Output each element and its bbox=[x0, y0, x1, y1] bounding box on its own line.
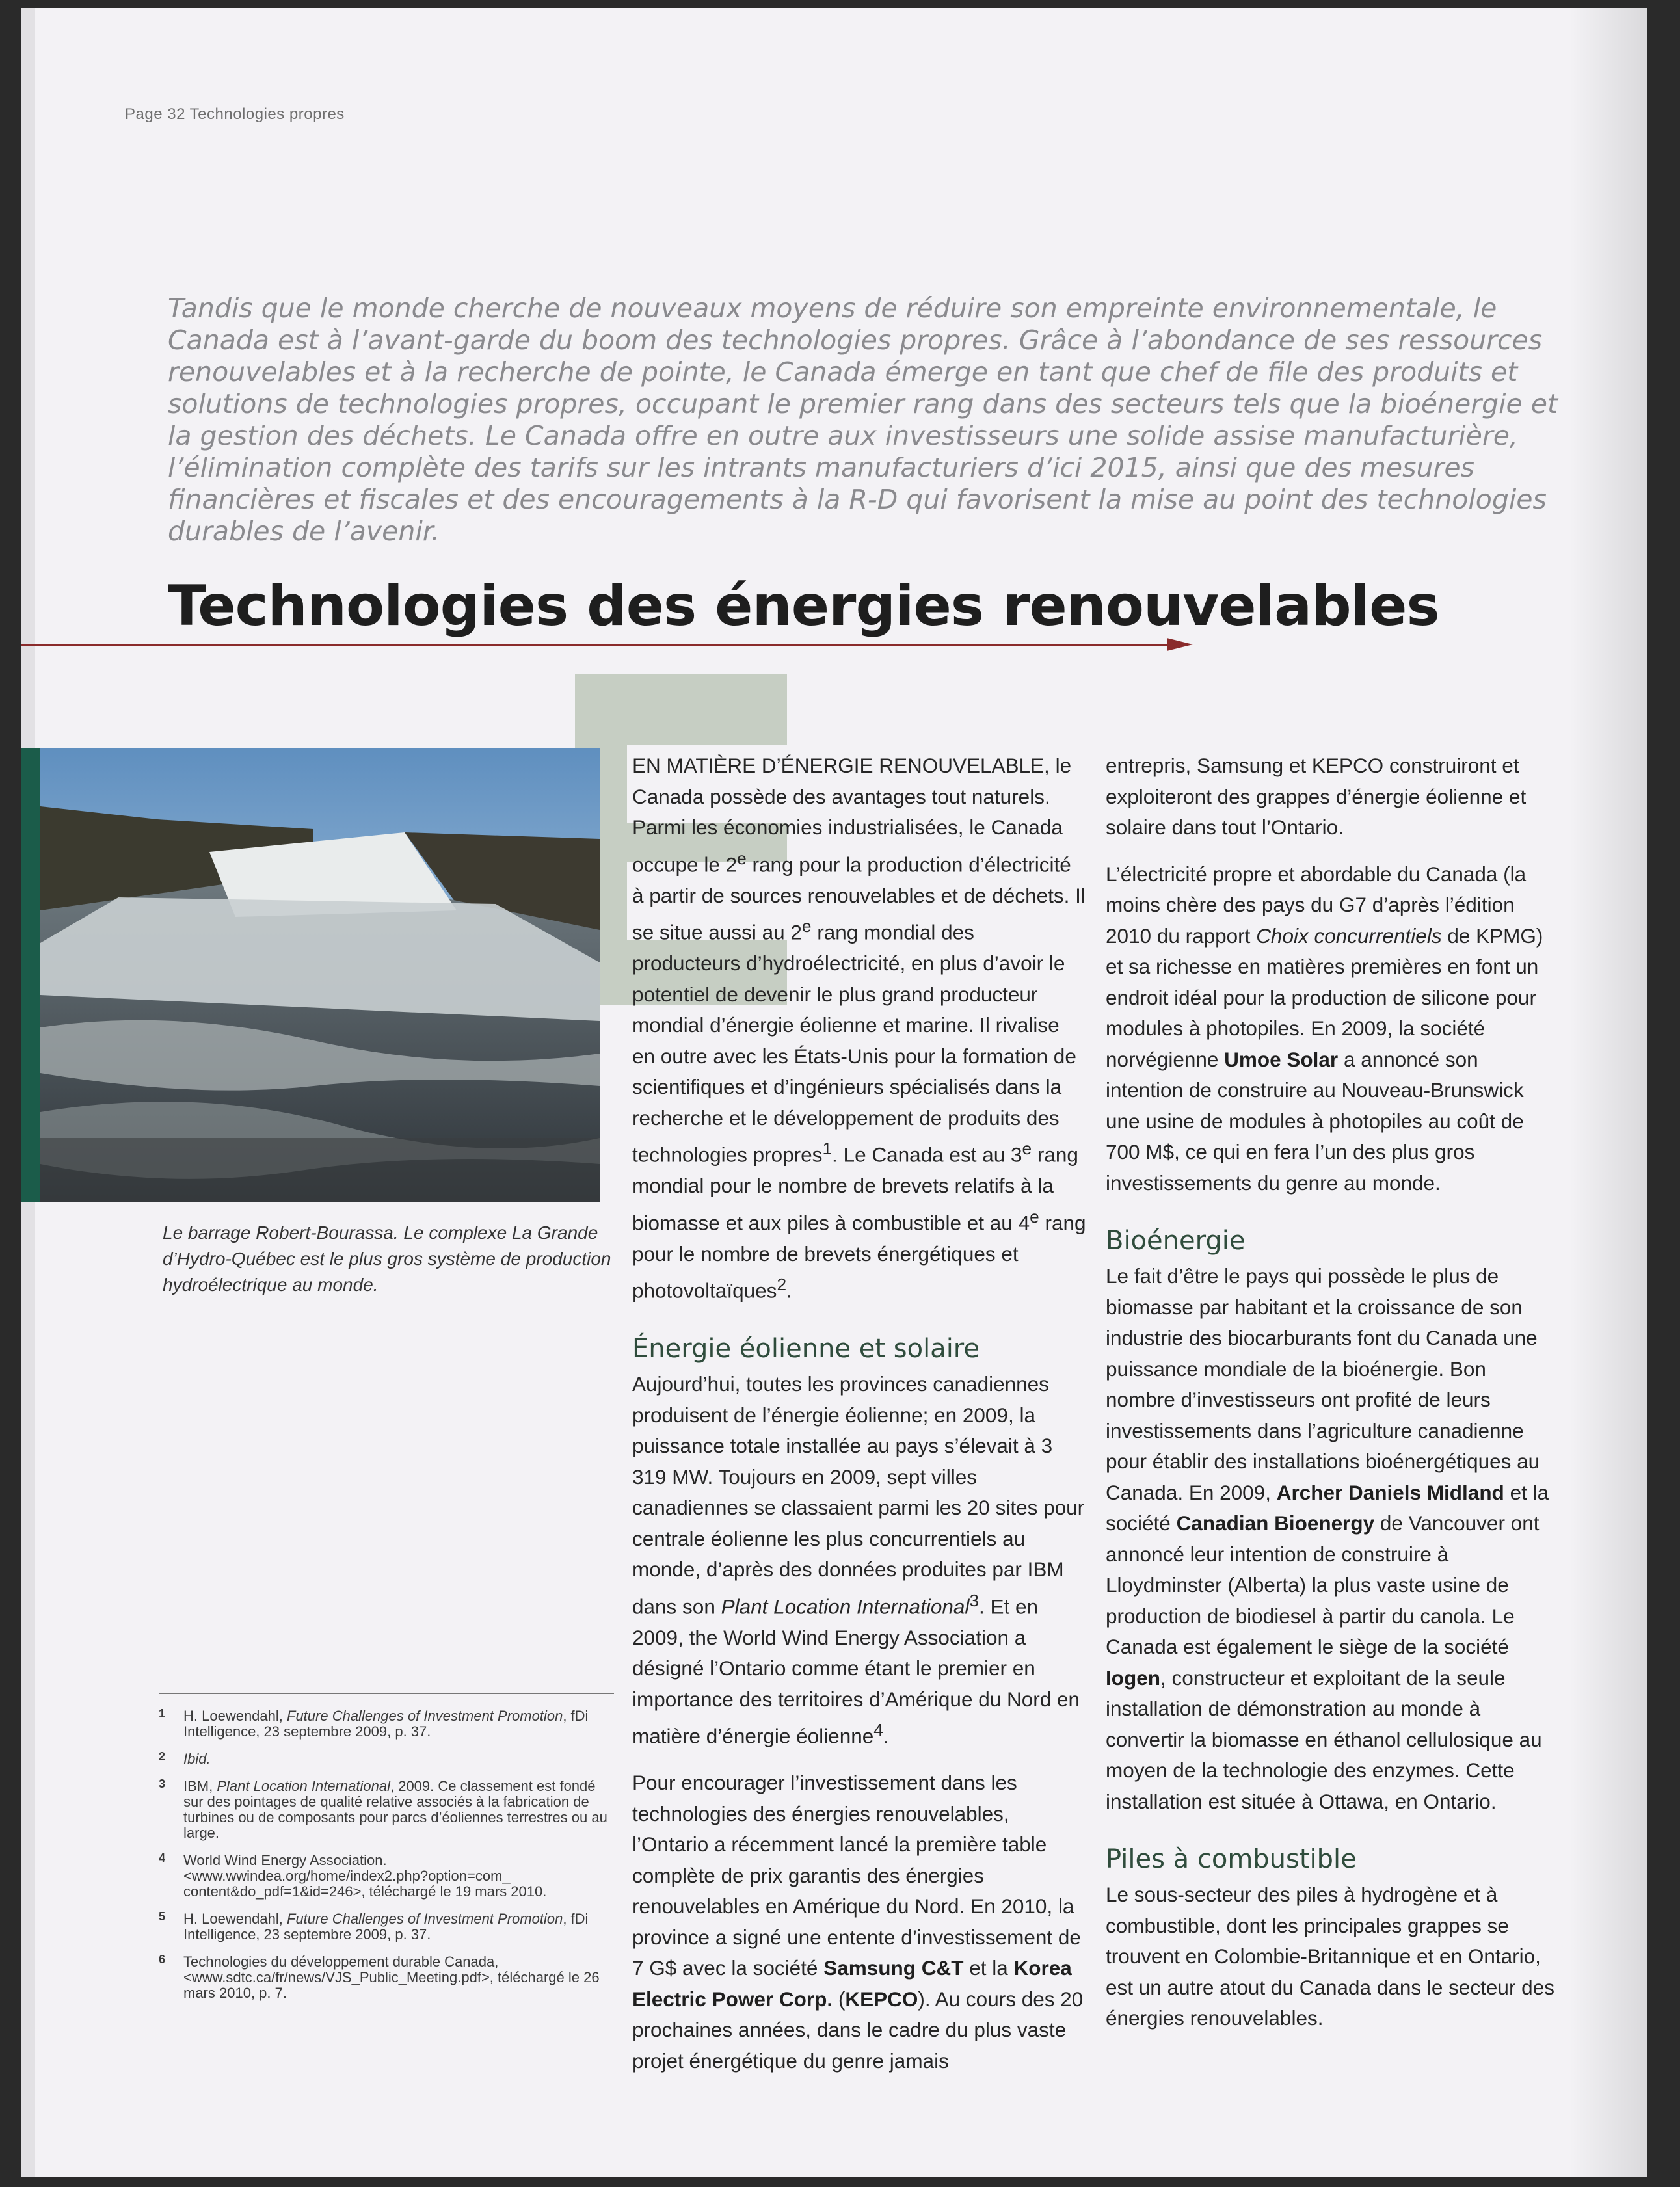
footnote: 6 Technologies du développement durable Canada, <www.sdtc.ca/fr/news/VJS_Public_Meeting.pdf>, téléchargé le 26 mars 2010, p. 7. bbox=[159, 1953, 600, 2001]
paragraph: Le sous-secteur des piles à hydrogène et à combustible, dont les principales grappes se trouvent en Colombie-Britannique et en Ontario, est un autre atout du Canada dans le secteur des énergies renouvelables. bbox=[1106, 1883, 1554, 2030]
intro-paragraph: Tandis que le monde cherche de nouveaux moyens de réduire son empreinte environnementale, le Canada est à l’avant-garde du boom des technologies propres. Grâce à l’abondance de ses ressources renouvelables et à la recherche de pointe, le Canada émerge en tant que chef de file des produits et solutions de technologies propres, occupant le premier rang dans des secteurs tels que la bioénergie et la gestion des déchets. Le Canada offre en outre aux investisseurs une solide assise manufacturière, l’élimination complète des tarifs sur les intrants manufacturiers d’ici 2015, ainsi que des mesures financières et fiscales et des encouragements à la R-D qui favorisent la mise au point des technologies durables de l’avenir. bbox=[168, 293, 1558, 547]
page-edge-shadow bbox=[1569, 8, 1647, 2177]
paragraph: EN MATIÈRE D’ÉNERGIE RENOUVELABLE, le Canada possède des avantages tout naturels. Parmi les économies industrialisées, le Canada occupe le 2e rang pour la production d’électricité à partir de sources renouvelables et de déchets. Il se situe aussi au 2e rang mondial des producteurs d’hydroélectricité, en plus d’avoir le potentiel de devenir le plus grand producteur mondial d’énergie éolienne et marine. Il rivalise en outre avec les États-Unis pour la formation de scientifiques et d’ingénieurs spécialisés dans la recherche et le développement de produits des technologies propres$^1$. Le Canada est au 3e rang mondial pour le nombre de brevets relatifs à la biomasse et aux piles à combustible et au 4e rang pour le nombre de brevets énergétiques et photovoltaïques$^2$. bbox=[632, 754, 1086, 1303]
title-rule bbox=[21, 644, 1171, 646]
section-heading-wind-solar: Énergie éolienne et solaire bbox=[632, 1334, 980, 1364]
footnote: 1 H. Loewendahl, Future Challenges of Investment Promotion, fDi Intelligence, 23 septembre 2009, p. 37. bbox=[159, 1707, 589, 1740]
magazine-page bbox=[21, 8, 1647, 2177]
arrow-icon bbox=[1167, 638, 1193, 651]
page-number: Page 32 bbox=[125, 105, 185, 123]
section-name: Technologies propres bbox=[189, 105, 345, 123]
article-title: Technologies des énergies renouvelables bbox=[168, 574, 1439, 639]
footnote: 3 IBM, Plant Location International, 2009. Ce classement est fondé sur des pointages de qualité relative associés à la fabrication de turbines ou de composants pour parcs d’éoliennes terrestres ou au large. bbox=[159, 1777, 607, 1841]
text-column-2 bbox=[1106, 750, 1561, 2050]
footnote: 4 World Wind Energy Association. <www.wwindea.org/home/index2.php?option=com_ content&do_pdf=1&id=246>, téléchargé le 19 mars 2010. bbox=[159, 1851, 547, 1900]
dam-photo-frame bbox=[21, 748, 600, 1202]
photo-caption: Le barrage Robert-Bourassa. Le complexe La Grande d’Hydro-Québec est le plus gros système de production hydroélectrique au monde. bbox=[163, 1223, 611, 1295]
section-heading-fuel-cells: Piles à combustible bbox=[1106, 1844, 1357, 1874]
section-heading-bioenergy: Bioénergie bbox=[1106, 1226, 1246, 1256]
text-column-1 bbox=[632, 750, 1087, 2092]
footnote: 5 H. Loewendahl, Future Challenges of Investment Promotion, fDi Intelligence, 23 septembre 2009, p. 37. bbox=[159, 1910, 589, 1942]
paragraph: Pour encourager l’investissement dans les technologies des énergies renouvelables, l’Ontario a récemment lancé la première table complète de prix garantis des énergies renouvelables en Amérique du Nord. En 2010, la province a signé une entente d’investissement de 7 G$ avec la société Samsung C&T et la Korea Electric Power Corp. (KEPCO). Au cours des 20 prochaines années, dans le cadre du plus vaste projet énergétique du genre jamais bbox=[632, 1771, 1084, 2073]
dam-photo bbox=[40, 748, 600, 1202]
paragraph: Aujourd’hui, toutes les provinces canadiennes produisent de l’énergie éolienne; en 2009, la puissance totale installée au pays s’élevait à 3 319 MW. Toujours en 2009, sept villes canadiennes se classaient parmi les 20 sites pour centrale éolienne les plus concurrentiels au monde, d’après des données produites par IBM dans son Plant Location International$^3$. Et en 2009, the World Wind Energy Association a désigné l’Ontario comme étant le premier en importance des territoires d’Amérique du Nord en matière d’énergie éolienne$^4$. bbox=[632, 1372, 1085, 1748]
footnotes bbox=[159, 1693, 614, 2013]
paragraph: entrepris, Samsung et KEPCO construiront et exploiteront des grappes d’énergie éolienne et solaire dans tout l’Ontario. bbox=[1106, 754, 1527, 839]
paragraph: L’électricité propre et abordable du Canada (la moins chère des pays du G7 d’après l’édition 2010 du rapport Choix concurrentiels de KPMG) et sa richesse en matières premières en font un endroit idéal pour la production de silicone pour modules à photopiles. En 2009, la société norvégienne Umoe Solar a annoncé son intention de construire au Nouveau-Brunswick une usine de modules à photopiles au coût de 700 M$, ce qui en fera l’un des plus gros investissements du genre au monde. bbox=[1106, 862, 1543, 1195]
footnote: 2 Ibid. bbox=[159, 1750, 211, 1767]
running-header bbox=[125, 105, 345, 124]
paragraph: Le fait d’être le pays qui possède le plus de biomasse par habitant et la croissance de son industrie des biocarburants font du Canada une puissance mondiale de la bioénergie. Bon nombre d’investisseurs ont profité de leurs investissements dans l’agriculture canadienne pour établir des installations bioénergétiques au Canada. En 2009, Archer Daniels Midland et la société Canadian Bioenergy de Vancouver ont annoncé leur intention de construire à Lloydminster (Alberta) la plus vaste usine de production de biodiesel à partir du canola. Le Canada est également le siège de la société Iogen, constructeur et exploitant de la seule installation de démonstration au monde à convertir la biomasse en éthanol cellulosique au moyen de la technologie des enzymes. Cette installation est située à Ottawa, en Ontario. bbox=[1106, 1264, 1549, 1813]
